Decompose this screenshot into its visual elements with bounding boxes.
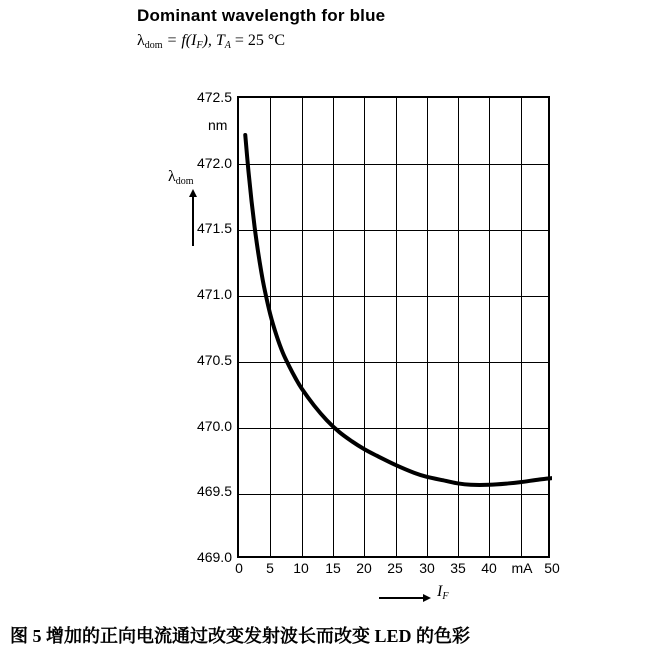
y-tick-2: 471.5: [196, 220, 232, 237]
x-axis-unit: mA: [511, 560, 533, 576]
x-tick-15: 15: [325, 560, 341, 576]
y-tick-7: 469.0: [196, 549, 232, 565]
y-axis-unit: nm: [208, 117, 228, 133]
y-tick-4: 470.5: [196, 351, 232, 368]
chart-title: Dominant wavelength for blue: [137, 6, 386, 25]
x-tick-20: 20: [356, 560, 372, 576]
y-tick-3: 471.0: [196, 286, 232, 303]
data-curve: [239, 98, 552, 560]
y-tick-5: 470.0: [196, 417, 232, 434]
y-tick-6: 469.5: [196, 483, 232, 500]
x-tick-10: 10: [293, 560, 309, 576]
y-tick-1: 472.0: [196, 154, 232, 171]
x-tick-50: 50: [544, 560, 560, 576]
subtitle-lambda: λ: [137, 32, 145, 49]
y-axis-tick-labels: [168, 89, 232, 565]
x-axis-arrow-icon: [379, 593, 431, 603]
chart-subtitle: [137, 32, 285, 51]
x-tick-0: 0: [235, 560, 243, 576]
plot-area: [237, 96, 550, 558]
figure-caption: 图 5 增加的正向电流通过改变发射波长而改变 LED 的色彩: [10, 626, 471, 646]
subtitle-temp-value: = 25 °C: [230, 32, 285, 49]
x-tick-30: 30: [419, 560, 435, 576]
subtitle-temp: ), T: [202, 32, 225, 49]
subtitle-lambda-sub: dom: [144, 39, 163, 51]
x-tick-35: 35: [450, 560, 466, 576]
subtitle-ta-sub: A: [224, 39, 231, 51]
x-tick-40: 40: [481, 560, 497, 576]
x-axis-tick-labels: [200, 560, 600, 582]
divider: [4, 612, 662, 613]
subtitle-func: = f(I: [162, 32, 197, 49]
x-axis-symbol: $I_F$: [437, 583, 449, 602]
x-tick-5: 5: [266, 560, 274, 576]
y-tick-0: 472.5: [196, 89, 232, 105]
subtitle-if-sub: F: [196, 39, 203, 51]
y-axis-symbol: $\lambda_{dom}$: [168, 168, 194, 187]
x-tick-25: 25: [387, 560, 403, 576]
